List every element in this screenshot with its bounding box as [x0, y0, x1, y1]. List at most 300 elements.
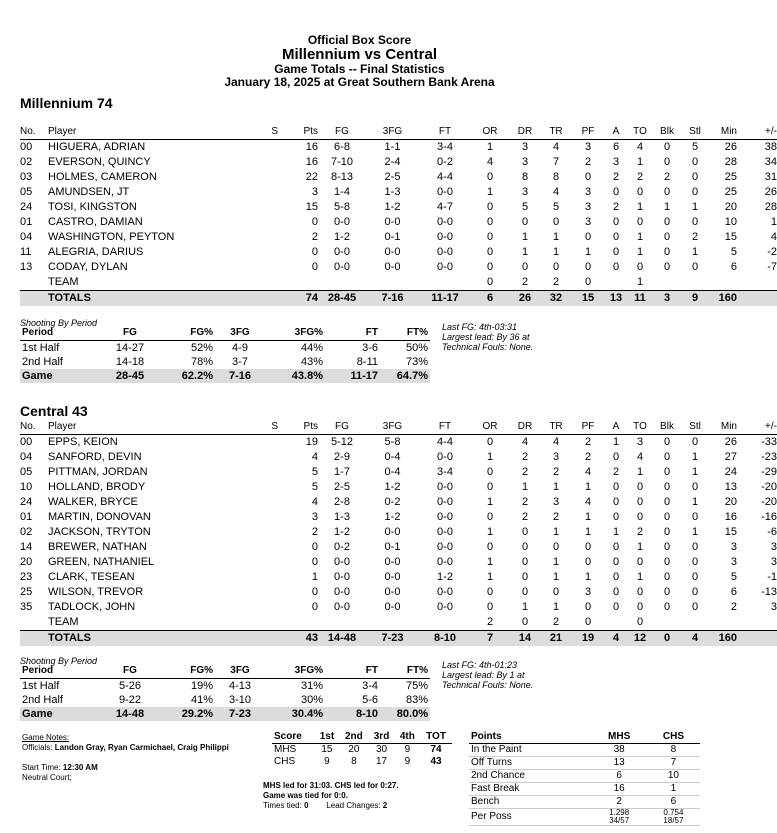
cell-stl: 0 — [691, 216, 699, 228]
cell-starter — [218, 245, 278, 260]
col-header-starter: S — [218, 124, 278, 140]
sbp-header: FG — [100, 326, 160, 341]
sbp-cell: 2nd Half — [22, 356, 63, 368]
cell-min: 6 — [730, 261, 737, 273]
col-header-stl: Stl — [681, 419, 709, 435]
cell-blk: 0 — [663, 511, 671, 523]
cell-blk: 0 — [663, 466, 671, 478]
court-note: Neutral Court; — [22, 773, 72, 782]
cell-no: 02 — [20, 156, 33, 168]
cell-ft: 4-4 — [437, 171, 453, 183]
cell-starter — [218, 435, 278, 451]
cell-starter — [218, 540, 278, 555]
cell-or: 0 — [486, 481, 494, 493]
per-poss-label: Per Poss — [469, 809, 591, 826]
cell-plus-minus: 26 — [764, 186, 777, 198]
cell-pf: 4 — [584, 496, 592, 508]
cell-plus-minus: -29 — [761, 466, 777, 478]
cell-fg: 6-8 — [334, 141, 350, 153]
col-header-ft: FT — [419, 124, 471, 140]
player-row — [20, 615, 777, 631]
player-row — [20, 600, 777, 615]
player-row — [20, 510, 777, 525]
cell-min: 25 — [724, 186, 737, 198]
cell-ft: 0-0 — [437, 541, 453, 553]
cell-or: 1 — [486, 496, 494, 508]
totals-row — [20, 631, 777, 647]
sbp-cell: 44% — [300, 342, 323, 354]
cell-a: 2 — [612, 201, 620, 213]
col-header-a: A — [605, 419, 627, 435]
cell-to: 0 — [636, 511, 644, 523]
col-header-or: OR — [471, 124, 509, 140]
sbp-cell: 41% — [190, 694, 213, 706]
start-time-line — [22, 763, 262, 773]
col-header-dr: DR — [509, 124, 541, 140]
cell-or: 0 — [486, 586, 494, 598]
score-cell: 8 — [351, 756, 357, 767]
sbp-period-row — [20, 679, 430, 694]
cell-dr: 4 — [521, 436, 529, 448]
cell-stl: 0 — [691, 571, 699, 583]
col-header-or: OR — [471, 419, 509, 435]
cell-pf: 0 — [584, 261, 592, 273]
sbp-cell: 7-23 — [215, 707, 265, 721]
cell-starter — [218, 465, 278, 480]
sbp-cell: 14-18 — [115, 356, 145, 368]
cell-or: 0 — [486, 246, 494, 258]
sbp-game-row — [20, 369, 430, 383]
cell-no: 13 — [20, 261, 33, 273]
cell-to: 0 — [636, 496, 644, 508]
cell-fg: 1-4 — [334, 186, 350, 198]
cell-stl: 1 — [691, 451, 699, 463]
cell-pts: 15 — [305, 201, 318, 213]
cell-to: 4 — [636, 141, 644, 153]
cell-starter — [218, 155, 278, 170]
col-header-fg: FG — [318, 124, 366, 140]
sbp-cell: 3-6 — [362, 342, 378, 354]
score-header: 2nd — [339, 731, 368, 744]
cell-a: 2 — [612, 466, 620, 478]
start-time-label: Start Time: — [22, 763, 61, 772]
cell-blk: 0 — [663, 436, 671, 448]
away-team-title: Central 43 — [20, 403, 88, 419]
score-cell: 9 — [404, 756, 411, 767]
score-row — [272, 756, 452, 768]
cell-a: 3 — [612, 156, 620, 168]
cell-plus-minus: -2 — [767, 246, 777, 258]
cell-or: 0 — [486, 541, 494, 553]
cell-no — [20, 275, 48, 291]
cell-player: TADLOCK, JOHN — [48, 601, 136, 613]
cell-3fg: 0-0 — [384, 216, 401, 228]
cell-a: 0 — [612, 451, 620, 463]
cell-tr: 0 — [552, 541, 560, 553]
cell-tr: 2 — [552, 616, 560, 628]
cell-tr: 1 — [552, 231, 560, 243]
col-header-3fg: 3FG — [366, 124, 419, 140]
cell-plus-minus: -1 — [767, 571, 777, 583]
cell-stl: 0 — [691, 156, 699, 168]
cell-ft: 0-0 — [437, 216, 453, 228]
cell-to: 1 — [636, 466, 644, 478]
cell-dr: 0 — [521, 541, 529, 553]
cell-3fg: 0-0 — [384, 261, 401, 273]
total-dr: 14 — [509, 631, 541, 647]
cell-fg: 0-0 — [334, 246, 350, 258]
cell-dr: 2 — [521, 451, 529, 463]
cell-pf: 1 — [584, 526, 592, 538]
game-notes — [22, 733, 262, 783]
sbp-cell: 52% — [190, 342, 213, 354]
cell-3fg: 0-0 — [384, 601, 401, 613]
cell-no: 05 — [20, 466, 33, 478]
cell-pf: 4 — [584, 466, 592, 478]
cell-plus-minus: -16 — [761, 511, 777, 523]
total-plus-minus — [737, 291, 777, 307]
cell-pts: 4 — [311, 496, 318, 508]
cell-player: WALKER, BRYCE — [48, 496, 138, 508]
sbp-cell: 11-17 — [325, 369, 380, 383]
cell-min: 6 — [730, 586, 737, 598]
col-header-pts: Pts — [278, 124, 318, 140]
cell-no: 24 — [20, 496, 33, 508]
cell-player: JACKSON, TRYTON — [48, 526, 151, 538]
points-row — [469, 770, 700, 783]
cell-dr: 0 — [521, 526, 529, 538]
cell-blk: 0 — [663, 231, 671, 243]
cell-fg: 0-0 — [334, 571, 350, 583]
cell-min: 28 — [724, 156, 737, 168]
cell-blk: 0 — [663, 526, 671, 538]
cell-or: 1 — [486, 451, 494, 463]
per-poss-mhs: 1.298 34/57 — [591, 809, 646, 826]
cell-no: 03 — [20, 171, 33, 183]
cell-stl: 0 — [691, 171, 699, 183]
player-row — [20, 435, 777, 451]
cell-min: 5 — [730, 246, 737, 258]
cell-stl: 0 — [691, 586, 699, 598]
cell-tr: 0 — [552, 586, 560, 598]
sbp-header: FG — [100, 664, 160, 679]
cell-tr: 4 — [552, 141, 560, 153]
col-header-to: TO — [627, 124, 653, 140]
score-row — [272, 744, 452, 757]
home-sbp-caption: Shooting By Period — [20, 318, 98, 328]
ties-changes-line — [263, 801, 463, 811]
cell-dr: 5 — [521, 201, 529, 213]
points-row — [469, 744, 700, 757]
cell-player: TOSI, KINGSTON — [48, 201, 137, 213]
cell-fg: 8-13 — [330, 171, 354, 183]
cell-no: 10 — [20, 481, 33, 493]
cell-dr: 3 — [521, 141, 529, 153]
sbp-cell: 4-13 — [228, 680, 252, 692]
per-poss-row — [469, 809, 700, 826]
points-cell: 8 — [647, 744, 700, 757]
cell-blk: 0 — [663, 216, 671, 228]
cell-plus-minus: 3 — [770, 601, 777, 613]
cell-min: 27 — [724, 451, 737, 463]
cell-or: 1 — [486, 556, 494, 568]
player-row — [20, 465, 777, 480]
cell-3fg: 0-0 — [384, 556, 401, 568]
cell-pts: 0 — [311, 216, 318, 228]
col-header-blk: Blk — [653, 419, 681, 435]
points-header: Points — [469, 731, 591, 744]
cell-to: 2 — [636, 171, 644, 183]
cell-no — [20, 615, 48, 631]
cell-no: 23 — [20, 571, 33, 583]
led-line1: MHS led for 31:03. CHS led for 0:27. — [263, 781, 399, 790]
cell-player: TEAM — [48, 276, 79, 288]
sbp-cell: 50% — [405, 342, 428, 354]
points-cell: 2 — [591, 796, 646, 809]
cell-blk: 0 — [663, 261, 671, 273]
col-header-min: Min — [709, 419, 737, 435]
player-row — [20, 555, 777, 570]
col-header-pts: Pts — [278, 419, 318, 435]
cell-plus-minus: 34 — [764, 156, 777, 168]
sbp-game-row — [20, 707, 430, 721]
points-header: MHS — [591, 731, 646, 744]
total-to: 12 — [627, 631, 653, 647]
score-cell: 43 — [430, 756, 442, 767]
sbp-cell: 62.2% — [160, 369, 215, 383]
cell-fg: 1-2 — [334, 231, 350, 243]
cell-ft: 0-0 — [437, 526, 453, 538]
cell-fg: 0-0 — [334, 586, 350, 598]
player-row — [20, 230, 777, 245]
cell-a: 0 — [612, 246, 620, 258]
cell-ft: 0-0 — [437, 261, 453, 273]
cell-a: 0 — [612, 261, 620, 273]
score-cell: 74 — [430, 744, 442, 755]
cell-tr: 3 — [552, 451, 560, 463]
cell-stl: 0 — [691, 511, 699, 523]
cell-dr: 1 — [521, 246, 529, 258]
cell-a: 0 — [612, 216, 620, 228]
cell-pf: 3 — [584, 141, 592, 153]
cell-blk: 0 — [663, 571, 671, 583]
cell-dr: 8 — [521, 171, 529, 183]
cell-a: 0 — [612, 186, 620, 198]
times-tied-label: Times tied: — [263, 801, 302, 810]
total-3fg: 7-16 — [366, 291, 419, 307]
cell-dr: 1 — [521, 601, 529, 613]
cell-ft: 1-2 — [437, 571, 453, 583]
cell-plus-minus: -20 — [761, 481, 777, 493]
cell-starter — [218, 260, 278, 275]
sbp-cell: 43% — [300, 356, 323, 368]
cell-3fg: 0-4 — [384, 451, 401, 463]
cell-ft: 0-0 — [437, 586, 453, 598]
cell-stl: 0 — [691, 436, 699, 448]
cell-fg: 1-7 — [334, 466, 350, 478]
cell-to: 1 — [636, 246, 644, 258]
cell-a — [605, 275, 627, 291]
cell-tr: 0 — [552, 216, 560, 228]
total-a: 4 — [605, 631, 627, 647]
cell-pts: 5 — [311, 481, 318, 493]
cell-stl: 0 — [691, 261, 699, 273]
sbp-cell: 5-26 — [118, 680, 142, 692]
sbp-cell: 31% — [300, 680, 323, 692]
col-header-tr: TR — [541, 419, 571, 435]
cell-to: 0 — [636, 216, 644, 228]
cell-blk — [653, 275, 681, 291]
cell-blk: 0 — [663, 141, 671, 153]
score-cell: 17 — [375, 756, 388, 767]
sbp-header: Period — [20, 326, 100, 341]
cell-min: 10 — [724, 216, 737, 228]
cell-or: 0 — [486, 231, 494, 243]
cell-or: 1 — [486, 186, 494, 198]
cell-blk: 1 — [663, 201, 671, 213]
cell-plus-minus: 31 — [764, 171, 777, 183]
cell-blk: 0 — [663, 481, 671, 493]
cell-min: 5 — [730, 571, 737, 583]
player-row — [20, 540, 777, 555]
cell-plus-minus: -7 — [767, 261, 777, 273]
cell-to: 1 — [636, 231, 644, 243]
cell-a: 0 — [612, 601, 620, 613]
cell-starter — [218, 525, 278, 540]
cell-dr: 2 — [521, 466, 529, 478]
score-by-period — [272, 731, 452, 768]
report-title: Official Box Score — [307, 33, 412, 47]
cell-a: 0 — [612, 496, 620, 508]
sbp-cell: 28-45 — [100, 369, 160, 383]
cell-to: 0 — [636, 616, 644, 628]
matchup-title: Millennium vs Central — [281, 46, 438, 63]
away-last-fg: Last FG: 4th-01:23 — [442, 660, 518, 670]
player-row — [20, 155, 777, 170]
cell-starter — [218, 495, 278, 510]
cell-pf: 3 — [584, 186, 592, 198]
away-box-score — [20, 419, 777, 646]
cell-or: 0 — [486, 511, 494, 523]
cell-to: 0 — [636, 586, 644, 598]
cell-plus-minus — [737, 275, 777, 291]
cell-no: 01 — [20, 511, 33, 523]
col-header-player: Player — [48, 419, 218, 435]
cell-player: BREWER, NATHAN — [48, 541, 147, 553]
cell-plus-minus: 1 — [770, 216, 777, 228]
sbp-cell: 19% — [190, 680, 213, 692]
points-cell: Bench — [469, 796, 591, 809]
cell-ft: 0-0 — [437, 601, 453, 613]
cell-player: CLARK, TESEAN — [48, 571, 135, 583]
total-stl: 9 — [681, 291, 709, 307]
total-plus-minus — [737, 631, 777, 647]
cell-ft: 3-4 — [437, 466, 453, 478]
away-largest-lead: Largest lead: By 1 at — [442, 670, 525, 680]
cell-or: 0 — [486, 601, 494, 613]
cell-3fg: 0-0 — [384, 586, 401, 598]
score-cell: 9 — [324, 756, 330, 767]
score-header: 4th — [395, 731, 420, 744]
cell-ft: 4-4 — [437, 436, 453, 448]
cell-dr: 1 — [521, 481, 529, 493]
cell-3fg — [366, 615, 419, 631]
cell-plus-minus: -6 — [767, 526, 777, 538]
home-team-title: Millennium 74 — [20, 95, 113, 111]
total-dr: 26 — [509, 291, 541, 307]
sbp-header: FG% — [160, 326, 215, 341]
cell-blk: 0 — [663, 601, 671, 613]
cell-min: 26 — [724, 436, 737, 448]
total-to: 11 — [627, 291, 653, 307]
cell-starter — [218, 140, 278, 156]
start-time-value: 12:30 AM — [62, 763, 98, 772]
col-header-starter: S — [218, 419, 278, 435]
cell-pts — [278, 615, 318, 631]
cell-pts: 16 — [305, 156, 318, 168]
sbp-cell: 9-22 — [118, 694, 142, 706]
cell-min: 24 — [724, 466, 737, 478]
player-row — [20, 480, 777, 495]
cell-tr: 5 — [552, 201, 560, 213]
player-row — [20, 170, 777, 185]
sbp-cell: Game — [20, 707, 100, 721]
cell-stl: 1 — [691, 496, 699, 508]
cell-to: 0 — [636, 186, 644, 198]
cell-pf: 3 — [584, 201, 592, 213]
cell-fg: 7-10 — [330, 156, 354, 168]
cell-tr: 1 — [552, 481, 560, 493]
player-row — [20, 275, 777, 291]
cell-fg: 1-3 — [334, 511, 350, 523]
cell-fg: 0-0 — [334, 261, 350, 273]
total-blk: 0 — [653, 631, 681, 647]
cell-3fg: 0-2 — [384, 496, 401, 508]
cell-tr: 1 — [552, 526, 560, 538]
total-pts: 43 — [278, 631, 318, 647]
cell-blk: 0 — [663, 556, 671, 568]
cell-pf: 1 — [584, 511, 592, 523]
cell-a: 0 — [612, 511, 620, 523]
per-poss-chs: 0.754 18/57 — [647, 809, 700, 826]
player-row — [20, 140, 777, 156]
cell-no: 00 — [20, 141, 33, 153]
sbp-cell: 80.0% — [380, 707, 430, 721]
col-header-3fg: 3FG — [366, 419, 419, 435]
away-game-notes — [442, 660, 533, 690]
cell-3fg: 0-4 — [384, 466, 401, 478]
cell-pf: 1 — [584, 571, 592, 583]
cell-fg — [318, 275, 366, 291]
sbp-cell: 2nd Half — [22, 694, 63, 706]
cell-3fg: 0-1 — [384, 231, 401, 243]
cell-pts: 5 — [311, 466, 318, 478]
col-header-no: No. — [20, 419, 48, 435]
cell-plus-minus: -33 — [761, 436, 777, 448]
sbp-header: FG% — [160, 664, 215, 679]
sbp-cell: 75% — [405, 680, 428, 692]
total-fg: 28-45 — [318, 291, 366, 307]
sbp-cell: 4-9 — [232, 342, 248, 354]
sbp-cell: 3-10 — [228, 694, 252, 706]
cell-blk: 0 — [663, 586, 671, 598]
col-header-to: TO — [627, 419, 653, 435]
cell-plus-minus: -23 — [761, 451, 777, 463]
player-row — [20, 495, 777, 510]
player-row — [20, 245, 777, 260]
cell-no: 04 — [20, 451, 33, 463]
cell-fg: 1-2 — [334, 526, 350, 538]
